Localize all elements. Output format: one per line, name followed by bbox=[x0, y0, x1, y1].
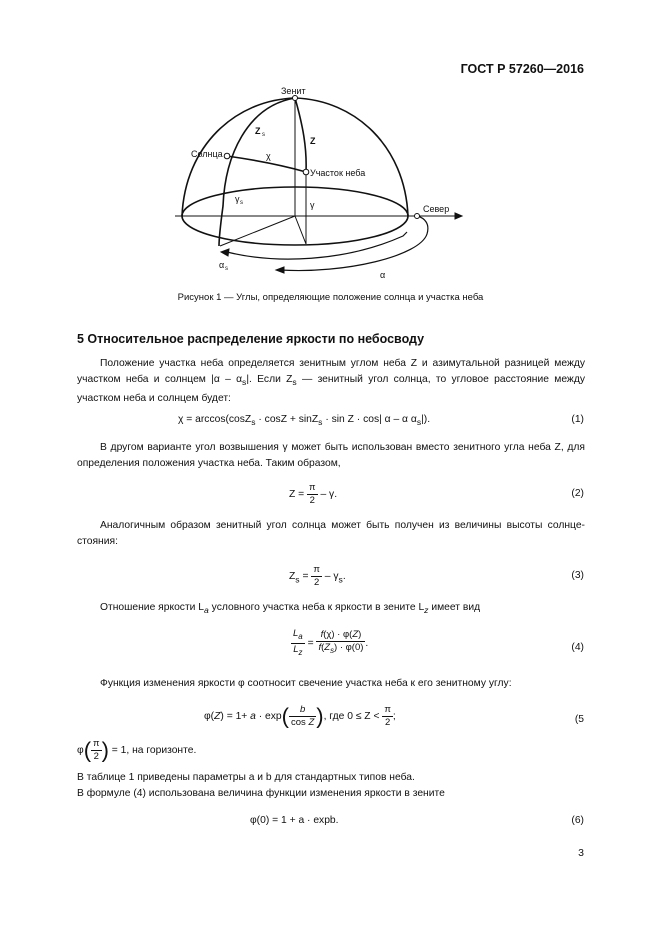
figure-sky-geometry bbox=[175, 86, 465, 282]
equation-3: $Z_s$ = $\frac{\pi}{2}$ – $\gamma_s$. bbox=[289, 564, 346, 588]
alpha-s-arc bbox=[227, 232, 407, 259]
paragraph-7: В таблице 1 приведены параметры a и b для стандартных типов неба. В формуле (4) использована величина функции изменения яркости в зените bbox=[77, 772, 445, 800]
north-point bbox=[415, 214, 420, 219]
label-zs-sub: s bbox=[262, 132, 265, 138]
page-number: 3 bbox=[578, 847, 584, 859]
label-alpha-s-sub: s bbox=[225, 266, 228, 272]
paragraph-6: φ( $\frac{\pi}{2}$ ) = 1, на горизонте. bbox=[77, 737, 197, 763]
label-sky-patch: Участок неба bbox=[310, 168, 366, 178]
alpha-arc bbox=[280, 216, 428, 271]
equation-4-number: (4) bbox=[571, 642, 584, 653]
label-gamma-s-sub: s bbox=[240, 200, 243, 206]
patch-point bbox=[303, 169, 309, 175]
label-sun: Солнца bbox=[191, 149, 223, 159]
patch-meridian bbox=[295, 98, 306, 172]
paragraph-2: В другом варианте угол возвышения γ может быть использован вместо зенитного угла неба Z, для определения положения участка неба. Таким образом, bbox=[77, 442, 585, 470]
label-zs: Z bbox=[255, 126, 261, 136]
label-zenith: Зенит bbox=[281, 86, 306, 96]
label-chi: χ bbox=[266, 151, 271, 161]
equation-6-number: (6) bbox=[571, 815, 584, 826]
label-alpha: α bbox=[380, 270, 386, 280]
sun-point bbox=[224, 153, 230, 159]
paragraph-1: Положение участка неба определяется зенитным углом неба Z и азимутальной разницей между участком неба и солнцем $|\alpha - \alpha_s|$. Если $Z_s$ — зенитный угол солнца, то угловое расстояние между участком неба и солнцем будет: bbox=[77, 358, 585, 404]
equation-5: φ(Z) = 1+ a · exp( $\frac{b}{\text{cos Z}}$ ), где 0 ≤ Z < $\frac{\pi}{2}$ ; bbox=[204, 703, 396, 729]
paragraph-5: Функция изменения яркости φ соотносит свечение участка неба к его зенитному углу: bbox=[100, 678, 512, 689]
label-alpha-s: α bbox=[219, 260, 225, 270]
equation-2: Z = $\frac{\pi}{2}$ – γ. bbox=[289, 482, 338, 506]
paragraph-3: Аналогичным образом зенитный угол солнца может быть получен из величины высоты солнце- стояния: bbox=[77, 520, 585, 548]
paragraph-4: Отношение яркости $L_a$ условного участка неба к яркости в зените $L_z$ имеет вид bbox=[100, 602, 481, 616]
equation-1: χ = arccos(cosZ$_s$ · cosZ + sinZ$_s$ · sin Z · cos| α – α $\alpha_s|$). bbox=[178, 414, 431, 428]
equation-3-number: (3) bbox=[571, 570, 584, 581]
section-title: 5 Относительное распределение яркости по небосводу bbox=[77, 332, 425, 346]
label-gamma: γ bbox=[310, 200, 315, 210]
equation-5-number: (5 bbox=[574, 714, 584, 725]
label-gamma-s: γ bbox=[235, 194, 240, 204]
zenith-point bbox=[293, 96, 298, 101]
equation-4: $\frac{L_a}{L_z}$ = $\frac{f(\chi) \cdot \varphi(Z)}{f(Z_s) \cdot \varphi(0)}$ . bbox=[293, 628, 369, 657]
label-north: Север bbox=[423, 204, 450, 214]
document-header: ГОСТ Р 57260—2016 bbox=[460, 62, 584, 76]
equation-2-number: (2) bbox=[571, 488, 584, 499]
equation-1-number: (1) bbox=[571, 414, 584, 425]
equation-6: φ(0) = 1 + a · expb. bbox=[250, 815, 339, 826]
label-z: Z bbox=[310, 136, 316, 146]
figure-caption: Рисунок 1 — Углы, определяющие положение солнца и участка неба bbox=[177, 292, 484, 303]
